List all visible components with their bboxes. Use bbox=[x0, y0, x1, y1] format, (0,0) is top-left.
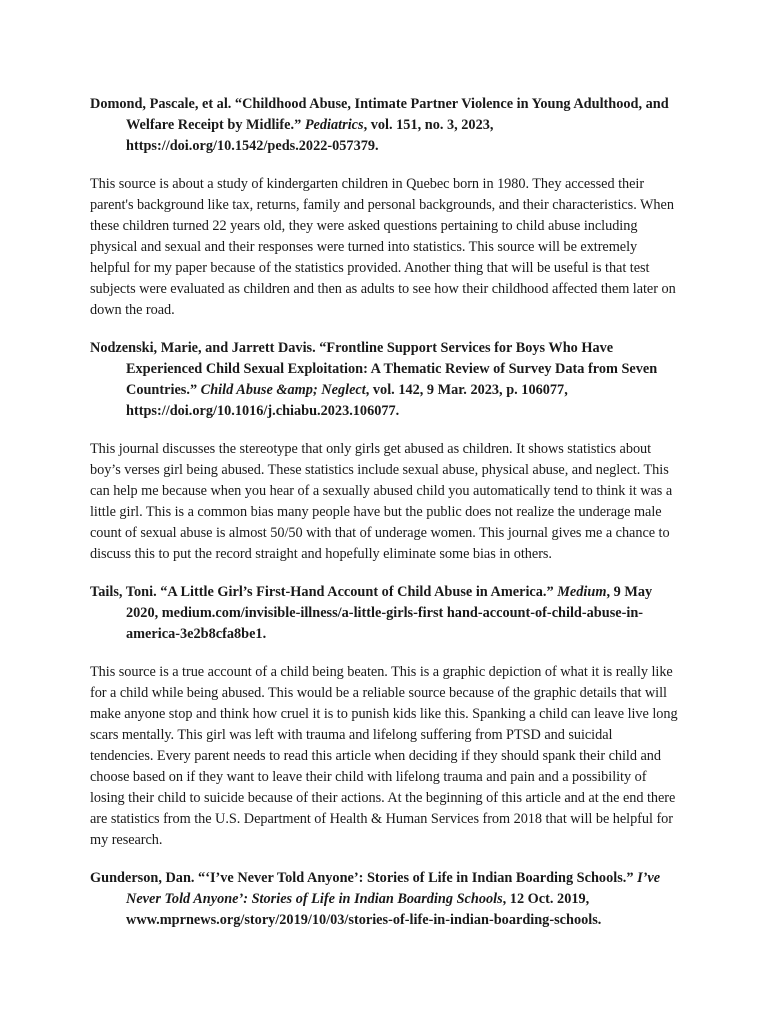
annotation-paragraph: This source is about a study of kindergarten children in Quebec born in 1980. They accessed their parent's background like tax, returns, family and personal backgrounds, and their characteristics. When these children turned 22 years old, they were asked questions pertaining to child abuse including physical and sexual and their responses were turned into statistics. This source will be extremely helpful for my paper because of the statistics provided. Another thing that will be useful is that test subjects were evaluated as children and then as adults to see how their childhood affected them later on down the road. bbox=[90, 176, 676, 318]
bibliography-entry bbox=[90, 338, 678, 565]
citation-authors-title: Nodzenski, Marie, and Jarrett Davis. “Frontline Support Services for Boys Who Have Experienced Child Sexual Exploitation: A Thematic Review of Survey Data from Seven Countries.” bbox=[90, 340, 658, 398]
citation-details: , 12 Oct. 2019, www.mprnews.org/story/2019/10/03/stories-of-life-in-indian-boarding-schools. bbox=[126, 891, 602, 928]
citation-authors-title: Domond, Pascale, et al. “Childhood Abuse, Intimate Partner Violence in Young Adulthood, and Welfare Receipt by Midlife.” bbox=[90, 96, 669, 133]
citation-journal: Child Abuse &amp; Neglect bbox=[200, 382, 366, 398]
annotation-paragraph: This journal discusses the stereotype that only girls get abused as children. It shows statistics about boy’s verses girl being abused. These statistics include sexual abuse, physical abuse, and neglect. This can help me because when you hear of a sexually abused child you automatically tend to think it was a little girl. This is a common bias many people have but the public does not realize the underage male count of sexual abuse is almost 50/50 with that of underage women. This journal gives me a chance to discuss this to put the record straight and hopefully eliminate some bias in others. bbox=[90, 441, 673, 562]
citation bbox=[90, 94, 678, 157]
citation-details: , 9 May 2020, medium.com/invisible-illness/a-little-girls-first hand-account-of-child-abuse-in-america-3e2b8cfa8be1. bbox=[126, 584, 653, 642]
bibliography-entry bbox=[90, 94, 678, 321]
citation bbox=[90, 582, 678, 645]
citation-details: , vol. 151, no. 3, 2023, https://doi.org/10.1542/peds.2022-057379. bbox=[126, 117, 494, 154]
citation-authors-title: Tails, Toni. “A Little Girl’s First-Hand Account of Child Abuse in America.” bbox=[90, 584, 558, 600]
citation-details: , vol. 142, 9 Mar. 2023, p. 106077, https://doi.org/10.1016/j.chiabu.2023.106077. bbox=[126, 382, 568, 419]
bibliography-entry bbox=[90, 868, 678, 931]
annotation-paragraph: This source is a true account of a child being beaten. This is a graphic depiction of what it is really like for a child while being abused. This would be a reliable source because of the graphic details that will make anyone stop and think how cruel it is to punish kids like this. Spanking a child can leave live long scars mentally. This girl was left with trauma and lifelong suffering from PTSD and suicidal tendencies. Every parent needs to read this article when deciding if they should spank their child and choose based on if they want to leave their child with lifelong trauma and pain and a possibility of losing their child to suicide because of their actions. At the beginning of this article and at the end there are statistics from the U.S. Department of Health & Human Services from 2018 that will be helpful for my research. bbox=[90, 664, 678, 848]
citation-journal: Medium bbox=[557, 584, 607, 600]
citation-authors-title: Gunderson, Dan. “‘I’ve Never Told Anyone’: Stories of Life in Indian Boarding Schools.” bbox=[90, 870, 638, 886]
citation bbox=[90, 868, 678, 931]
citation-journal: Pediatrics bbox=[304, 117, 364, 133]
works-cited-page bbox=[90, 94, 678, 931]
citation-journal: I’ve Never Told Anyone’: Stories of Life in Indian Boarding Schools bbox=[126, 870, 661, 907]
citation bbox=[90, 338, 678, 422]
bibliography-entry bbox=[90, 582, 678, 851]
